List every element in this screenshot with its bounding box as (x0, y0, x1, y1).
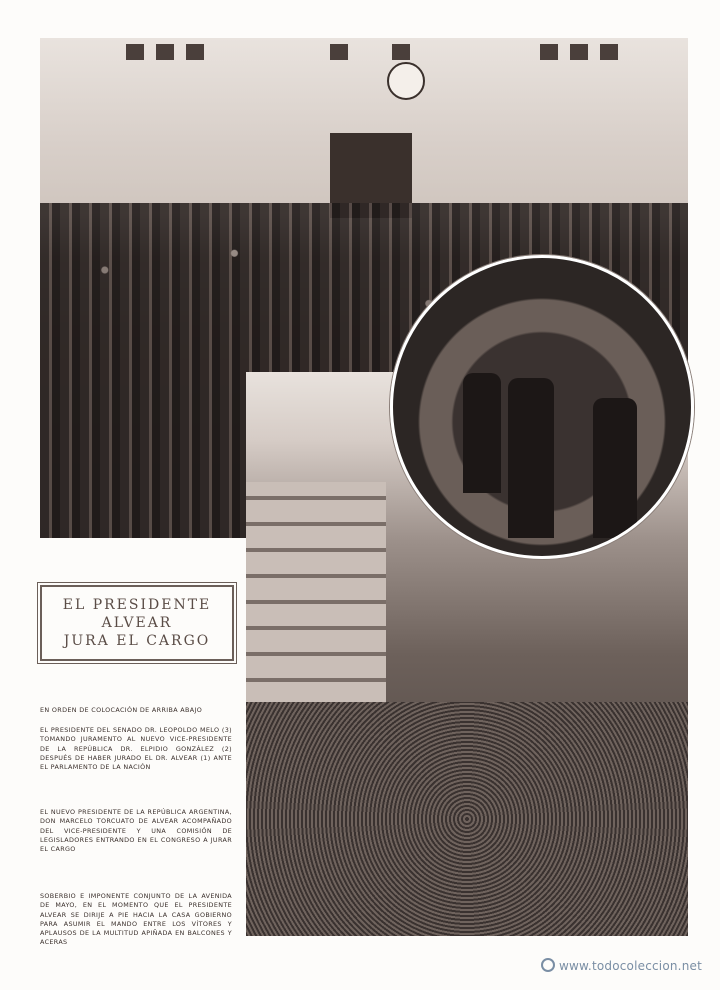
wall-window (126, 44, 144, 60)
wall-window (330, 44, 348, 60)
wall-window (156, 44, 174, 60)
todocoleccion-logo-icon (541, 958, 555, 972)
wall-window (392, 44, 410, 60)
article-title-box (40, 585, 234, 661)
watermark-text: www.todocoleccion.net (558, 959, 702, 973)
caption-entering-congress: EL NUEVO PRESIDENTE DE LA REPÚBLICA ARGENTINA, DON MARCELO TORCUATO DE ALVEAR ACOMPAÑADO DEL VICE-PRESIDENTE Y UNA COMISIÓN DE LEGISLADORES ENTRANDO EN EL CONGRESO A JURAR EL CARGO (40, 808, 232, 854)
title-line-1: EL PRESIDENTE (62, 596, 212, 613)
street-crowd (246, 702, 688, 936)
caption-avenida-de-mayo: SOBERBIO E IMPONENTE CONJUNTO DE LA AVENIDA DE MAYO, EN EL MOMENTO QUE EL PRESIDENTE ALVEAR SE DIRIJE A PIE HACIA LA CASA GOBIERNO PARA ASUMIR EL MANDO ENTRE LOS VÍTORES Y APLAUSOS DE LA MULTITUD APIÑADA EN BALCONES Y ACERAS (40, 892, 232, 947)
caption-oath: EL PRESIDENTE DEL SENADO DR. LEOPOLDO MELO (3) TOMANDO JURAMENTO AL NUEVO VICE-PRESIDENTE DE LA REPÚBLICA DR. ELPIDIO GONZÁLEZ (2) DESPUÉS DE HABER JURADO EL DR. ALVEAR (1) ANTE EL PARLAMENTO DE LA NACIÓN (40, 726, 232, 772)
clock-icon (387, 62, 425, 100)
wall-window (540, 44, 558, 60)
president-figure (508, 378, 554, 538)
title-line-3: JURA EL CARGO (63, 632, 211, 649)
legislator-figure (463, 373, 501, 493)
caption-order-note: EN ORDEN DE COLOCACIÓN DE ARRIBA ABAJO (40, 706, 203, 714)
title-line-2: ALVEAR (101, 614, 173, 631)
wall-window (570, 44, 588, 60)
president-entering-congress-photo (390, 255, 694, 559)
wall-window (600, 44, 618, 60)
wall-window (186, 44, 204, 60)
legislator-figure (593, 398, 637, 538)
watermark[interactable] (541, 958, 702, 973)
